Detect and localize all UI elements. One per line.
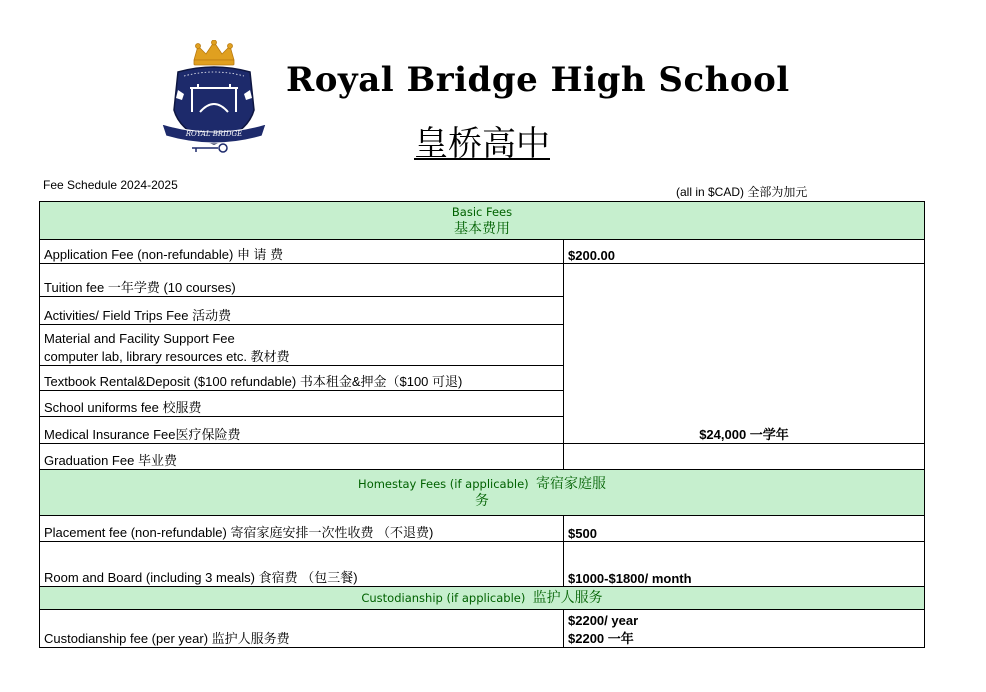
key-icon: [192, 144, 227, 152]
graduation-fee-value: [564, 444, 925, 470]
homestay-fees-header: [40, 470, 925, 516]
basic-fees-header: [40, 202, 925, 240]
custodianship-fee-label: Custodianship fee (per year) 监护人服务费: [40, 610, 564, 648]
fee-table: [39, 201, 925, 648]
basic-fees-title-cn: 基本费用: [454, 220, 510, 237]
custodianship-header: [40, 587, 925, 610]
homestay-fees-title: Homestay Fees (if applicable): [358, 476, 529, 491]
medical-fee-label: Medical Insurance Fee医疗保险费: [40, 417, 564, 444]
school-name-cn: 皇桥高中: [414, 124, 550, 164]
school-logo: [158, 40, 270, 156]
textbook-fee-label: Textbook Rental&Deposit ($100 refundable) 书本租金&押金（$100 可退): [40, 366, 564, 391]
graduation-fee-label: Graduation Fee 毕业费: [40, 444, 564, 470]
custodianship-fee-line-2: $2200 一年: [568, 631, 634, 646]
logo-text: ROYAL BRIDGE: [185, 130, 243, 138]
application-fee-value: $200.00: [564, 240, 925, 264]
school-name-en: Royal Bridge High School: [286, 60, 790, 100]
custodianship-title-cn: 监护人服务: [532, 589, 603, 606]
homestay-fees-title-cn-2: 务: [475, 492, 489, 509]
placement-fee-value: $500: [564, 516, 925, 542]
table-row: [40, 610, 925, 648]
custodianship-fee-value: [564, 610, 925, 648]
uniforms-fee-label: School uniforms fee 校服费: [40, 391, 564, 417]
custodianship-fee-line-1: $2200/ year: [568, 613, 639, 628]
room-board-label: Room and Board (including 3 meals) 食宿费 （包三餐): [40, 542, 564, 587]
table-row: [40, 542, 925, 587]
table-row: [40, 240, 925, 264]
basic-fees-title: Basic Fees: [451, 204, 513, 219]
custodianship-title: Custodianship (if applicable): [361, 590, 526, 605]
schedule-title: Fee Schedule 2024-2025: [43, 178, 178, 192]
table-row: [40, 264, 925, 297]
crown-icon: [194, 40, 234, 65]
application-fee-label: Application Fee (non-refundable) 申 请 费: [40, 240, 564, 264]
material-fee-line-2: computer lab, library resources etc. 教材费: [44, 349, 290, 364]
activities-fee-label: Activities/ Field Trips Fee 活动费: [40, 297, 564, 325]
material-fee-line-1: Material and Facility Support Fee: [44, 331, 235, 346]
room-board-value: $1000-$1800/ month: [564, 542, 925, 587]
table-row: [40, 516, 925, 542]
bundle-fee-value: $24,000 一学年: [564, 264, 925, 444]
currency-note: (all in $CAD) 全部为加元: [676, 185, 808, 199]
homestay-fees-title-cn: 寄宿家庭服: [535, 475, 606, 492]
material-fee-label: [40, 325, 564, 366]
tuition-fee-label: Tuition fee 一年学费 (10 courses): [40, 264, 564, 297]
placement-fee-label: Placement fee (non-refundable) 寄宿家庭安排一次性收费 （不退费): [40, 516, 564, 542]
table-row: [40, 444, 925, 470]
